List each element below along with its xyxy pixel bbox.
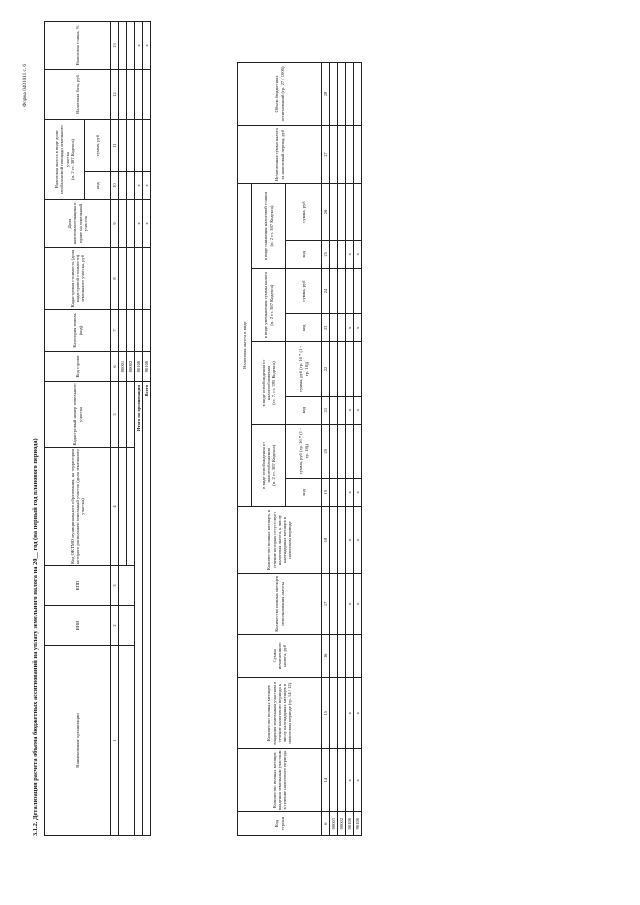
value-cell[interactable] bbox=[354, 342, 362, 396]
land-tax-table-part2 bbox=[237, 62, 362, 836]
hdr-benefits: Налоговая льгота в виде bbox=[238, 184, 252, 507]
hdr-sum-formula2: сумма, руб (гр. 16 * (1 - гр. 18)) bbox=[286, 342, 322, 396]
col-number: 14 bbox=[322, 749, 330, 812]
hdr-lower-article: (п. 2 ст. 387 Кодекса) bbox=[268, 205, 274, 247]
row-code: 90100 bbox=[143, 352, 151, 382]
ownership-cell[interactable] bbox=[127, 200, 135, 248]
col-number: 16 bbox=[322, 634, 330, 677]
value-cell[interactable] bbox=[346, 424, 354, 478]
table-row bbox=[119, 21, 127, 835]
value-cell[interactable] bbox=[338, 184, 346, 240]
oktmo-cell[interactable] bbox=[119, 448, 127, 566]
form-label: Форма 0401011 с. 6 bbox=[22, 64, 28, 107]
benefit-code-cell: x bbox=[143, 172, 151, 200]
cadastral-cell[interactable] bbox=[119, 382, 127, 448]
hdr-months-no-benefit: Количество полных месяцев, в течение которых отсутствует налоговая льгота, к числу календарных месяцев в налоговом периоде bbox=[238, 506, 322, 573]
land-category-cell bbox=[135, 310, 143, 352]
cadastral-value-cell[interactable] bbox=[119, 248, 127, 310]
value-cell: x bbox=[354, 677, 362, 748]
hdr-exempt2-article: (ст. 7, ст. 395 Кодекса) bbox=[271, 361, 277, 405]
land-category-cell bbox=[143, 310, 151, 352]
land-category-cell[interactable] bbox=[119, 310, 127, 352]
value-cell: x bbox=[346, 314, 354, 342]
row-code: 00002 bbox=[127, 352, 135, 382]
hdr-lower-title: в виде снижения налоговой ставки bbox=[263, 192, 269, 261]
land-category-cell[interactable] bbox=[127, 310, 135, 352]
table-row bbox=[346, 63, 354, 836]
col-number: 22 bbox=[322, 342, 330, 396]
cadastral-cell[interactable] bbox=[127, 382, 135, 448]
col-number: 11 bbox=[111, 119, 119, 171]
col-number: 20 bbox=[322, 424, 330, 478]
value-cell: x bbox=[354, 749, 362, 812]
col-number: 21 bbox=[322, 396, 330, 424]
hdr-benefit-article: (п. 2 ст. 387 Кодекса) bbox=[69, 139, 75, 180]
value-cell[interactable] bbox=[338, 125, 346, 183]
value-cell: x bbox=[354, 314, 362, 342]
tax-base-cell[interactable] bbox=[143, 69, 151, 119]
row-code: 00002 bbox=[338, 812, 346, 836]
col-number: 8 bbox=[111, 248, 119, 310]
hdr-reduce-article: (п. 2 ст. 387 Кодекса) bbox=[268, 284, 274, 326]
benefit-sum-cell[interactable] bbox=[119, 119, 127, 171]
tax-rate-cell[interactable] bbox=[127, 21, 135, 69]
row-code: 00001 bbox=[119, 352, 127, 382]
tax-base-cell[interactable] bbox=[119, 69, 127, 119]
value-cell[interactable] bbox=[330, 749, 338, 812]
inn-cell[interactable] bbox=[119, 606, 135, 646]
value-cell[interactable] bbox=[338, 240, 346, 268]
col-number: 4 bbox=[111, 448, 119, 566]
value-cell[interactable] bbox=[346, 634, 354, 677]
hdr-code: код bbox=[286, 314, 322, 342]
value-cell[interactable] bbox=[338, 677, 346, 748]
org-total-label: Итого по организации bbox=[135, 382, 143, 836]
col-number: 5 bbox=[111, 382, 119, 448]
hdr-exempt1-title: в виде освобождения от налогообложения bbox=[260, 441, 271, 489]
table-row bbox=[143, 21, 151, 835]
value-cell[interactable] bbox=[346, 63, 354, 126]
col-number: 28 bbox=[322, 63, 330, 126]
value-cell: x bbox=[346, 396, 354, 424]
value-cell[interactable] bbox=[330, 478, 338, 506]
table-row bbox=[354, 63, 362, 836]
org-name-cell[interactable] bbox=[119, 646, 135, 836]
hdr-months-usage: Количество полных месяцев использования льготы bbox=[238, 574, 322, 635]
hdr-row-code-2: Код строки bbox=[238, 812, 322, 836]
row-code: 00100 bbox=[135, 352, 143, 382]
col-number: 17 bbox=[322, 574, 330, 635]
cadastral-value-cell[interactable] bbox=[135, 248, 143, 310]
section-title: 3.1.2. Детализация расчета объема бюджетных ассигнований на уплату земельного налога на 20__ год (на первый год планового периода) bbox=[32, 438, 39, 836]
hdr-exempt2 bbox=[252, 342, 286, 424]
tax-rate-cell: x bbox=[143, 21, 151, 69]
value-cell: x bbox=[346, 240, 354, 268]
table-row bbox=[338, 63, 346, 836]
col-number: 25 bbox=[322, 240, 330, 268]
cadastral-value-cell[interactable] bbox=[143, 248, 151, 310]
benefit-code-cell[interactable] bbox=[127, 172, 135, 200]
hdr-exempt2-title: в виде освобождения от налогообложения bbox=[260, 359, 271, 407]
hdr-benefit-sum: сумма, руб bbox=[85, 119, 111, 171]
table-row bbox=[135, 21, 143, 835]
value-cell[interactable] bbox=[354, 63, 362, 126]
hdr-org-name: Наименование организации bbox=[45, 646, 111, 836]
value-cell: x bbox=[346, 749, 354, 812]
col-number: 6 bbox=[111, 352, 119, 382]
rotated-form bbox=[22, 25, 610, 842]
value-cell: x bbox=[346, 574, 354, 635]
value-cell: x bbox=[354, 240, 362, 268]
benefit-sum-cell[interactable] bbox=[127, 119, 135, 171]
value-cell[interactable] bbox=[330, 125, 338, 183]
hdr-budget-volume: Объем бюджетных ассигнований (гр. 27 / 1000) bbox=[238, 63, 322, 126]
benefit-sum-cell[interactable] bbox=[135, 119, 143, 171]
tax-rate-cell[interactable] bbox=[119, 21, 127, 69]
col-number: 3 bbox=[111, 566, 119, 606]
col-number: 9 bbox=[111, 200, 119, 248]
value-cell: x bbox=[346, 478, 354, 506]
col-number: 18 bbox=[322, 506, 330, 573]
row-code: 00100 bbox=[346, 812, 354, 836]
value-cell: x bbox=[354, 506, 362, 573]
benefit-sum-cell[interactable] bbox=[143, 119, 151, 171]
value-cell[interactable] bbox=[346, 342, 354, 396]
value-cell[interactable] bbox=[330, 634, 338, 677]
value-cell[interactable] bbox=[338, 268, 346, 313]
value-cell[interactable] bbox=[354, 184, 362, 240]
tax-rate-cell: x bbox=[135, 21, 143, 69]
value-cell[interactable] bbox=[338, 342, 346, 396]
value-cell[interactable] bbox=[338, 396, 346, 424]
value-cell: x bbox=[346, 506, 354, 573]
hdr-land-category: Категория земель (код) bbox=[45, 310, 111, 352]
col-number: 24 bbox=[322, 268, 330, 313]
col-number: 10 bbox=[111, 172, 119, 200]
ownership-cell: x bbox=[135, 200, 143, 248]
kpp-cell[interactable] bbox=[119, 566, 135, 606]
hdr-inn: ИНН bbox=[45, 606, 111, 646]
value-cell: x bbox=[354, 478, 362, 506]
hdr-sum: сумма, руб bbox=[286, 184, 322, 240]
value-cell[interactable] bbox=[354, 424, 362, 478]
hdr-accrued: Исчисленная сумма налога за налоговый период, руб bbox=[238, 125, 322, 183]
value-cell[interactable] bbox=[330, 63, 338, 126]
hdr-code: код bbox=[286, 478, 322, 506]
col-number: 27 bbox=[322, 125, 330, 183]
col-number: 2 bbox=[111, 606, 119, 646]
value-cell[interactable] bbox=[338, 749, 346, 812]
value-cell[interactable] bbox=[346, 268, 354, 313]
value-cell[interactable] bbox=[338, 63, 346, 126]
hdr-exempt1-article: (п. 2 ст. 387 Кодекса) bbox=[271, 444, 277, 486]
row-code: 00001 bbox=[330, 812, 338, 836]
col-number: 7 bbox=[111, 310, 119, 352]
value-cell[interactable] bbox=[330, 184, 338, 240]
tax-base-cell[interactable] bbox=[135, 69, 143, 119]
hdr-row-code: Код строки bbox=[45, 352, 111, 382]
col-number: 23 bbox=[322, 314, 330, 342]
col-number: 12 bbox=[111, 69, 119, 119]
value-cell[interactable] bbox=[338, 424, 346, 478]
value-cell[interactable] bbox=[354, 268, 362, 313]
hdr-months-full: Количество полных месяцев владения земельным участком в течение налогового периода bbox=[238, 749, 322, 812]
hdr-oktmo: Код ОКТМО муниципального образования, на территории которого расположен земельный участок (доля земельного участка) bbox=[45, 448, 111, 566]
hdr-months-coef: Количество полных месяцев владения земельным участком в течение налогового периода к числу календарных месяцев в налоговом периоде (гр. 14 / 12) bbox=[238, 677, 322, 748]
col-number: 6 bbox=[322, 812, 330, 836]
value-cell[interactable] bbox=[330, 240, 338, 268]
value-cell: x bbox=[354, 396, 362, 424]
cadastral-value-cell[interactable] bbox=[127, 248, 135, 310]
hdr-calc-sum: Сумма исчисленного налога, руб bbox=[238, 634, 322, 677]
col-number: 13 bbox=[111, 21, 119, 69]
hdr-kpp: КПП bbox=[45, 566, 111, 606]
ownership-cell[interactable] bbox=[119, 200, 127, 248]
hdr-benefit-title: Налоговая льгота в виде доли необлагаемой площади земельного участка bbox=[53, 125, 70, 194]
value-cell: x bbox=[346, 677, 354, 748]
value-cell[interactable] bbox=[338, 634, 346, 677]
hdr-code: код bbox=[286, 396, 322, 424]
value-cell[interactable] bbox=[338, 478, 346, 506]
hdr-benefit-group bbox=[45, 119, 85, 199]
col-number: 26 bbox=[322, 184, 330, 240]
row-code: 90100 bbox=[354, 812, 362, 836]
value-cell[interactable] bbox=[330, 677, 338, 748]
value-cell[interactable] bbox=[330, 342, 338, 396]
value-cell[interactable] bbox=[330, 424, 338, 478]
value-cell[interactable] bbox=[338, 574, 346, 635]
hdr-reduce-title: в виде уменьшения суммы налога bbox=[263, 271, 269, 339]
hdr-lower bbox=[252, 184, 286, 269]
hdr-sum: сумма, руб bbox=[286, 268, 322, 313]
hdr-reduce bbox=[252, 268, 286, 342]
value-cell[interactable] bbox=[354, 125, 362, 183]
land-tax-table-part1 bbox=[44, 21, 151, 836]
hdr-ownership-share: Доля налогоплательщика в праве на земельный участок bbox=[45, 200, 111, 248]
col-number: 19 bbox=[322, 478, 330, 506]
value-cell[interactable] bbox=[346, 184, 354, 240]
hdr-exempt1 bbox=[252, 424, 286, 506]
benefit-code-cell[interactable] bbox=[119, 172, 127, 200]
value-cell[interactable] bbox=[354, 634, 362, 677]
value-cell[interactable] bbox=[330, 396, 338, 424]
tax-base-cell[interactable] bbox=[127, 69, 135, 119]
value-cell[interactable] bbox=[330, 268, 338, 313]
hdr-code: код bbox=[286, 240, 322, 268]
hdr-sum-formula1: сумма, руб (гр. 16 * (1 - гр. 18)) bbox=[286, 424, 322, 478]
value-cell[interactable] bbox=[330, 314, 338, 342]
value-cell[interactable] bbox=[346, 125, 354, 183]
value-cell[interactable] bbox=[338, 506, 346, 573]
ownership-cell: x bbox=[143, 200, 151, 248]
value-cell[interactable] bbox=[330, 574, 338, 635]
hdr-benefit-code: код bbox=[85, 172, 111, 200]
value-cell: x bbox=[354, 574, 362, 635]
hdr-cadastral-value: Кадастровая стоимость (доля кадастровой стоимости) земельного участка, руб bbox=[45, 248, 111, 310]
grand-total-label: Всего bbox=[143, 382, 151, 836]
col-number: 15 bbox=[322, 677, 330, 748]
oktmo-cell[interactable] bbox=[127, 448, 135, 566]
value-cell[interactable] bbox=[338, 314, 346, 342]
value-cell[interactable] bbox=[330, 506, 338, 573]
benefit-code-cell: x bbox=[135, 172, 143, 200]
hdr-tax-base: Налоговая база, руб bbox=[45, 69, 111, 119]
hdr-cadastral: Кадастровый номер земельного участка bbox=[45, 382, 111, 448]
col-number: 1 bbox=[111, 646, 119, 836]
table-row bbox=[330, 63, 338, 836]
hdr-tax-rate: Налоговая ставка, % bbox=[45, 21, 111, 69]
